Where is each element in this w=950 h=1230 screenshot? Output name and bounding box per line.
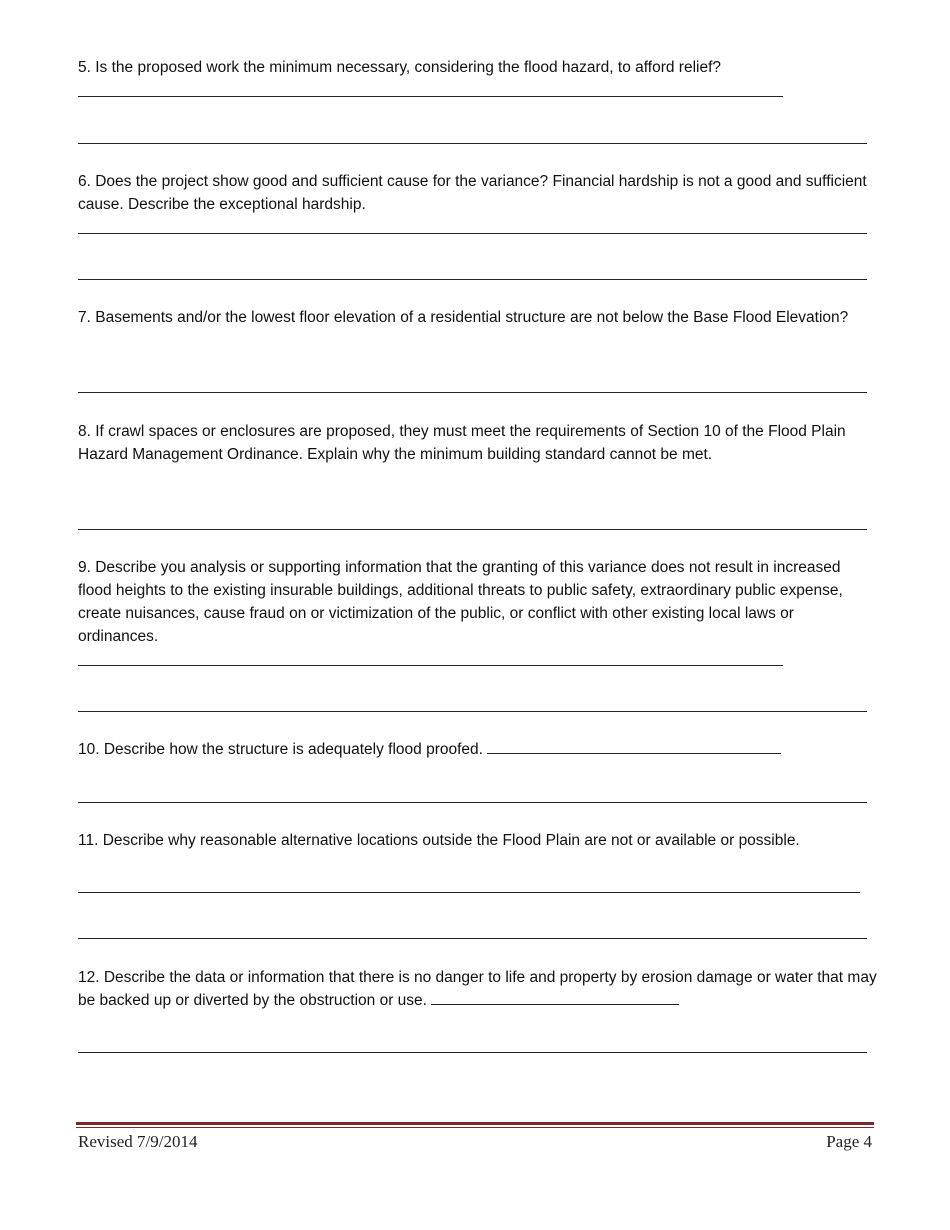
question-9: 9. Describe you analysis or supporting information that the granting of this variance does not result in increased flood heights to the existing insurable buildings, additional threats to public safety, extraordinary public expense, create nuisances, cause fraud on or victimization of the public, or conflict with other existing local laws or ordinances.	[78, 559, 843, 645]
answer-line-8[interactable]	[78, 529, 867, 530]
answer-line-9a[interactable]	[78, 665, 783, 666]
question-12	[78, 966, 878, 1012]
footer-divider	[76, 1122, 874, 1125]
answer-line-10a[interactable]	[487, 752, 781, 754]
answer-line-12b[interactable]	[78, 1052, 867, 1053]
question-5: 5. Is the proposed work the minimum necessary, considering the flood hazard, to afford relief?	[78, 59, 722, 76]
answer-line-10b[interactable]	[78, 802, 867, 803]
answer-line-6a[interactable]	[78, 233, 867, 234]
question-8: 8. If crawl spaces or enclosures are proposed, they must meet the requirements of Section 10 of the Flood Plain Hazard Management Ordinance. Explain why the minimum building standard cannot be met.	[78, 423, 846, 463]
question-11: 11. Describe why reasonable alternative locations outside the Flood Plain are not or available or possible.	[78, 832, 800, 849]
answer-line-11a[interactable]	[78, 892, 860, 893]
question-10	[78, 738, 878, 761]
answer-line-6b[interactable]	[78, 279, 867, 280]
answer-line-9b[interactable]	[78, 711, 867, 712]
answer-line-5b[interactable]	[78, 143, 867, 144]
revised-date: Revised 7/9/2014	[78, 1132, 198, 1151]
answer-line-12a[interactable]	[431, 1003, 679, 1005]
page-number: Page 4	[826, 1132, 872, 1151]
question-6: 6. Does the project show good and sufficient cause for the variance? Financial hardship is not a good and sufficient cause. Describe the exceptional hardship.	[78, 173, 867, 213]
answer-line-7[interactable]	[78, 392, 867, 393]
question-7: 7. Basements and/or the lowest floor elevation of a residential structure are not below the Base Flood Elevation?	[78, 309, 849, 326]
question-12-text: 12. Describe the data or information that there is no danger to life and property by erosion damage or water that may be backed up or diverted by the obstruction or use.	[78, 969, 877, 1009]
question-10-text: 10. Describe how the structure is adequately flood proofed.	[78, 741, 483, 758]
answer-line-5a[interactable]	[78, 96, 783, 97]
footer-divider-thin	[76, 1127, 874, 1128]
answer-line-11b[interactable]	[78, 938, 867, 939]
